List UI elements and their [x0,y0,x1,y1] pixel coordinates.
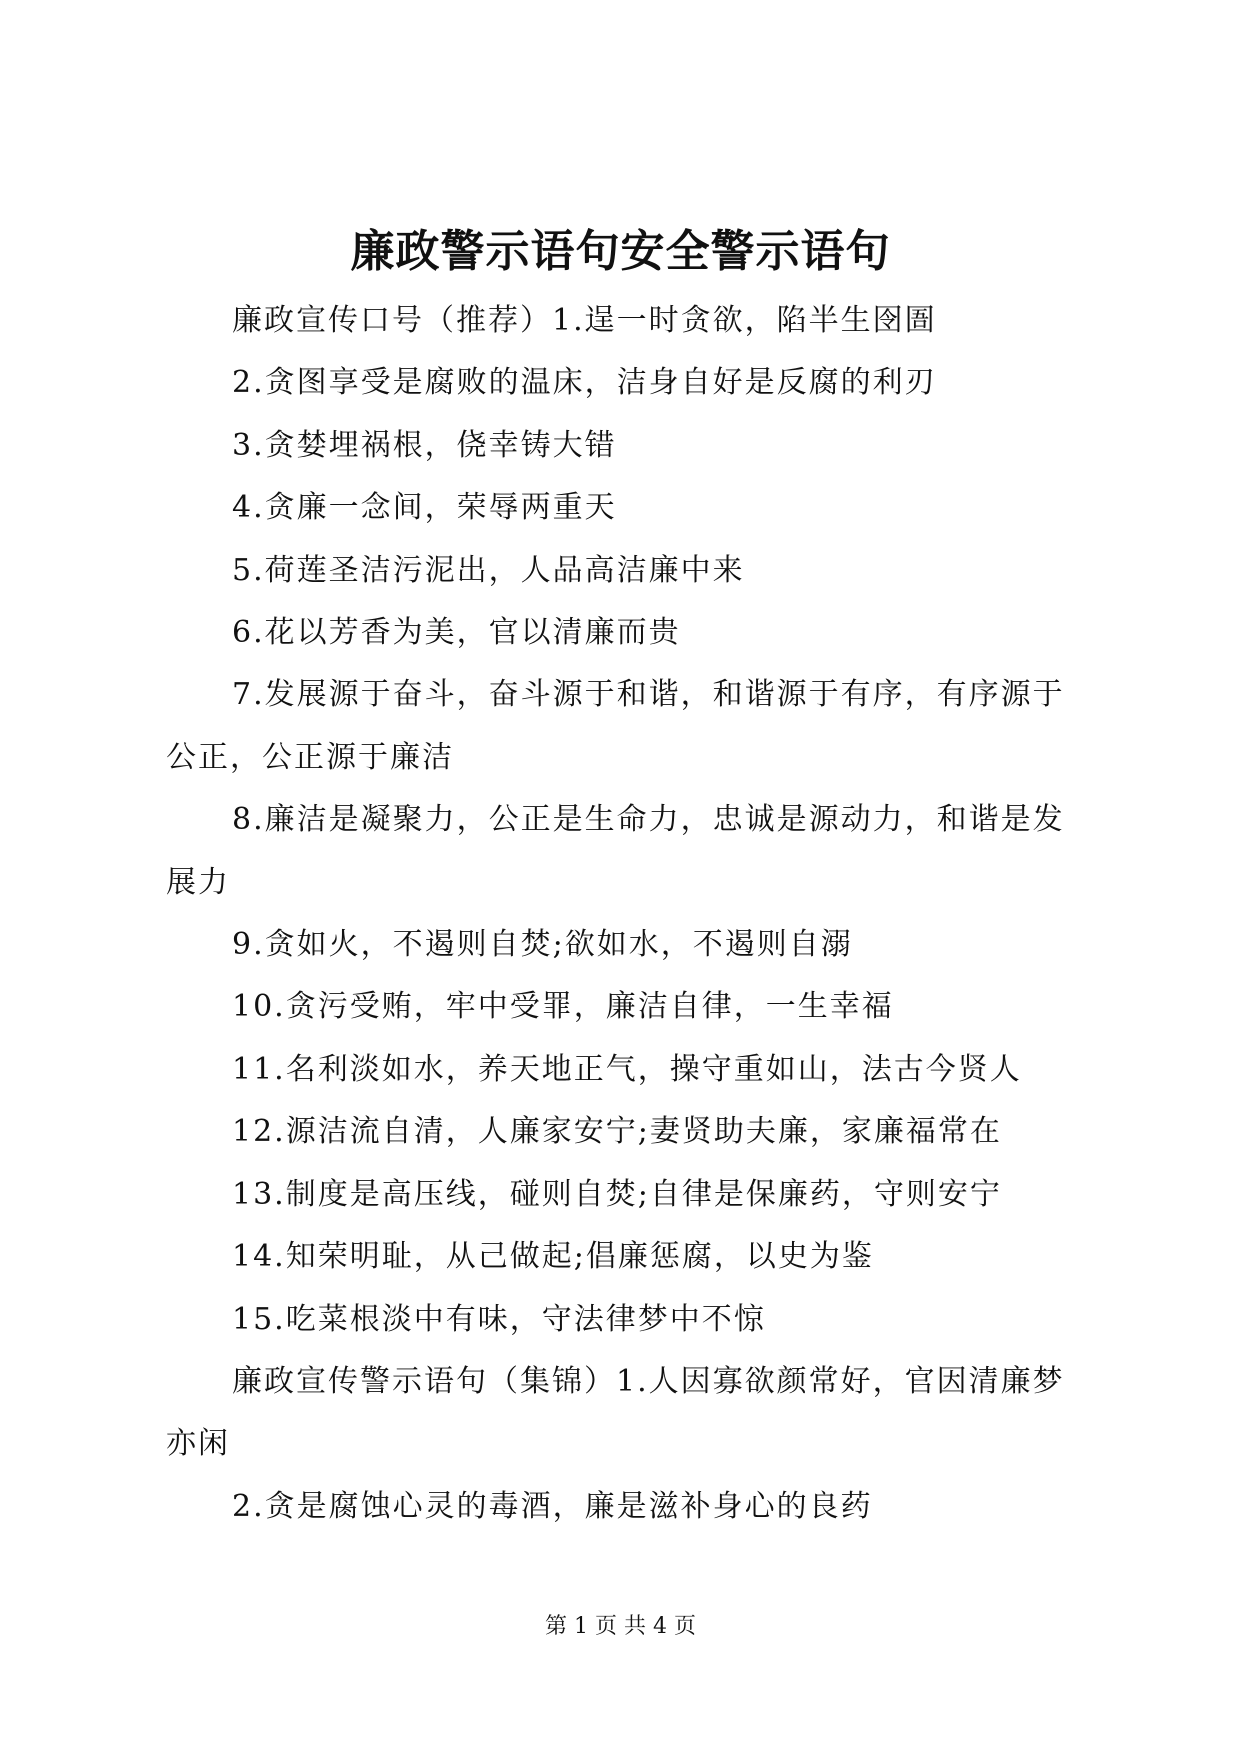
paragraph: 12.源洁流自清，人廉家安宁;妻贤助夫廉，家廉福常在 [232,1114,1002,1150]
document-title: 廉政警示语句安全警示语句 [350,226,891,277]
paragraph: 14.知荣明耻，从己做起;倡廉惩腐，以史为鉴 [232,1239,874,1275]
paragraph: 5.荷莲圣洁污泥出，人品高洁廉中来 [232,552,745,588]
paragraph: 13.制度是高压线，碰则自焚;自律是保廉药，守则安宁 [232,1176,1002,1212]
paragraph: 2.贪图享受是腐败的温床，洁身自好是反腐的利刃 [232,365,937,401]
paragraph: 廉政宣传警示语句（集锦）1.人因寡欲颜常好，官因清廉梦亦闲 [166,1363,1065,1462]
paragraph: 2.贪是腐蚀心灵的毒酒，廉是滋补身心的良药 [232,1488,873,1524]
paragraph: 15.吃菜根淡中有味，守法律梦中不惊 [232,1301,766,1337]
paragraph: 3.贪婪埋祸根，侥幸铸大错 [232,427,617,463]
page-number-footer: 第 1 页 共 4 页 [545,1614,696,1639]
document-body [166,290,1084,1538]
paragraph: 6.花以芳香为美，官以清廉而贵 [232,615,681,651]
paragraph: 廉政宣传口号（推荐）1.逞一时贪欲，陷半生囹圄 [232,303,937,338]
paragraph: 7.发展源于奋斗，奋斗源于和谐，和谐源于有序，有序源于公正，公正源于廉洁 [166,677,1065,775]
paragraph: 4.贪廉一念间，荣辱两重天 [232,490,617,526]
paragraph: 9.贪如火，不遏则自焚;欲如水，不遏则自溺 [232,927,853,963]
paragraph: 11.名利淡如水，养天地正气，操守重如山，法古今贤人 [232,1051,1022,1087]
paragraph: 10.贪污受贿，牢中受罪，廉洁自律，一生幸福 [232,989,894,1025]
paragraph: 8.廉洁是凝聚力，公正是生命力，忠诚是源动力，和谐是发展力 [166,802,1065,900]
